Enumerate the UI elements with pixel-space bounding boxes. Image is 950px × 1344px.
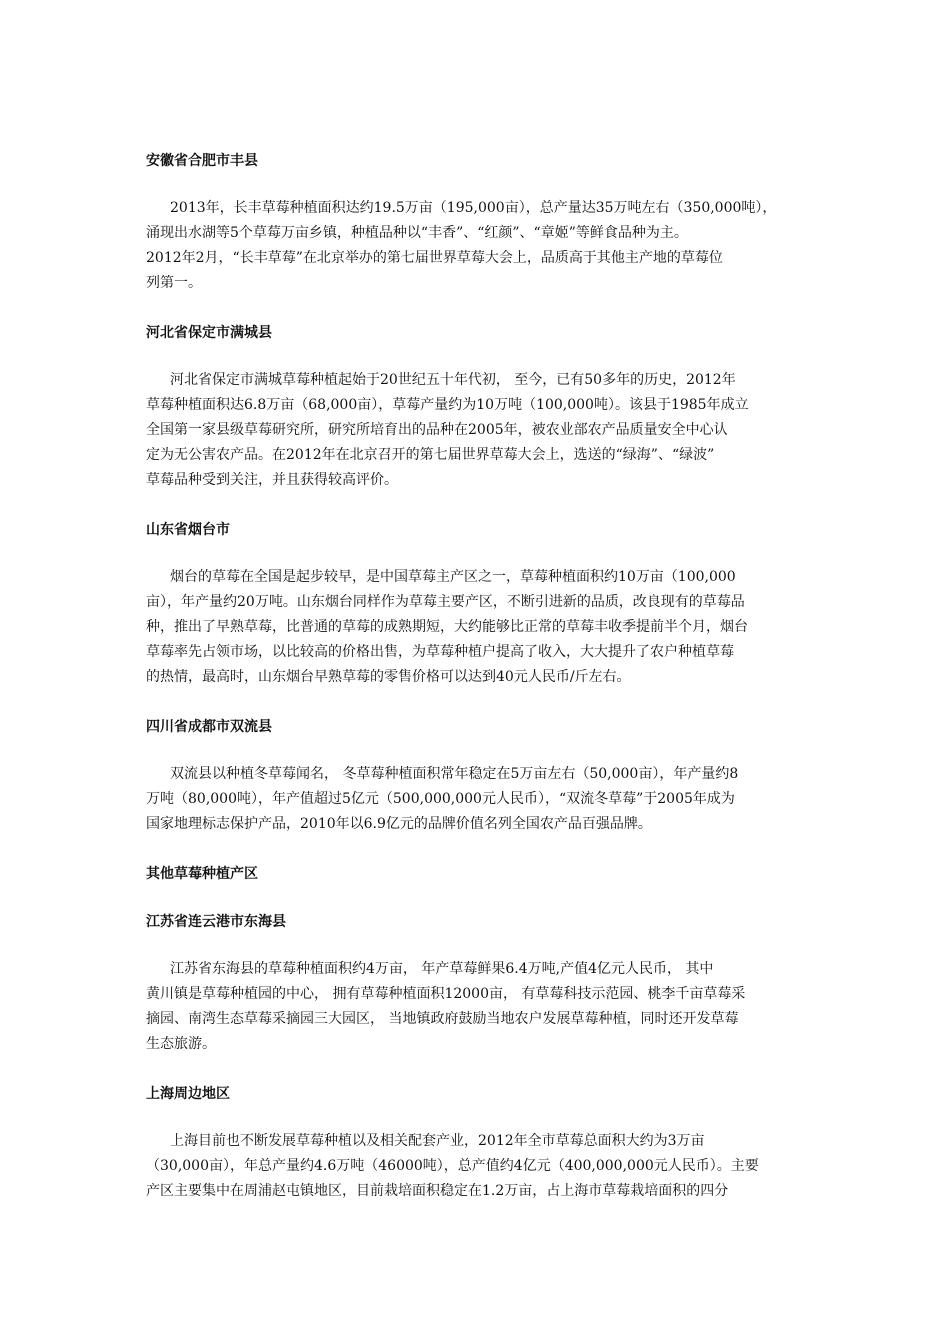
section-heading: 四川省成都市双流县 xyxy=(146,719,272,735)
text-line: 的热情，最高时，山东烟台早熟草莓的零售价格可以达到40元人民币/斤左右。 xyxy=(146,669,631,685)
text-line: 生态旅游。 xyxy=(146,1036,216,1052)
text-line: 江苏省东海县的草莓种植面积约4万亩， 年产草莓鲜果6.4万吨,产值4亿元人民币， 其中 xyxy=(170,961,714,977)
section-paragraph xyxy=(146,1129,810,1204)
section-paragraph xyxy=(146,196,810,296)
section-paragraph xyxy=(146,565,810,690)
text-line: 烟台的草莓在全国是起步较早，是中国草莓主产区之一，草莓种植面积约10万亩（100,000 xyxy=(170,569,736,585)
text-line: 种，推出了早熟草莓，比普通的草莓的成熟期短，大约能够比正常的草莓丰收季提前半个月，烟台 xyxy=(146,619,748,635)
text-line: 黄川镇是草莓种植园的中心， 拥有草莓种植面积12000亩， 有草莓科技示范园、桃李千亩草莓采 xyxy=(146,986,746,1002)
text-line: 列第一。 xyxy=(146,275,202,291)
text-line: 草莓品种受到关注，并且获得较高评价。 xyxy=(146,472,398,488)
text-line: 摘园、南湾生态草莓采摘园三大园区， 当地镇政府鼓励当地农户发展草莓种植，同时还开发草莓 xyxy=(146,1011,739,1027)
section-heading: 安徽省合肥市丰县 xyxy=(146,153,258,169)
text-line: 万吨（80,000吨），年产值超过5亿元（500,000,000元人民币），“双流冬草莓”于2005年成为 xyxy=(146,791,735,807)
document-body xyxy=(146,148,810,1204)
text-line: 2012年2月，“长丰草莓”在北京举办的第七届世界草莓大会上，品质高于其他主产地的草莓位 xyxy=(146,250,723,266)
section-heading: 其他草莓种植产区 xyxy=(146,866,258,882)
text-line: 亩），年产量约20万吨。山东烟台同样作为草莓主要产区，不断引进新的品质，改良现有的草莓品 xyxy=(146,594,745,610)
text-line: 全国第一家县级草莓研究所，研究所培育出的品种在2005年，被农业部农产品质量安全中心认 xyxy=(146,422,728,438)
text-line: 草莓种植面积达6.8万亩（68,000亩），草莓产量约为10万吨（100,000吨）。该县于1985年成立 xyxy=(146,397,749,413)
text-line: 产区主要集中在周浦赵屯镇地区，目前栽培面积稳定在1.2万亩，占上海市草莓栽培面积的四分 xyxy=(146,1183,729,1199)
section-heading: 江苏省连云港市东海县 xyxy=(146,914,286,930)
section-paragraph xyxy=(146,957,810,1057)
section-heading: 河北省保定市满城县 xyxy=(146,325,272,341)
text-line: 定为无公害农产品。在2012年在北京召开的第七届世界草莓大会上，选送的“绿海”、“绿波” xyxy=(146,447,715,463)
text-line: （30,000亩），年总产量约4.6万吨（46000吨），总产值约4亿元（400,000,000元人民币）。主要 xyxy=(146,1158,759,1174)
section-paragraph xyxy=(146,762,810,837)
section-paragraph xyxy=(146,368,810,493)
text-line: 国家地理标志保护产品，2010年以6.9亿元的品牌价值名列全国农产品百强品牌。 xyxy=(146,816,652,832)
section-heading: 山东省烟台市 xyxy=(146,522,230,538)
text-line: 草莓率先占领市场，以比较高的价格出售，为草莓种植户提高了收入，大大提升了农户种植草莓 xyxy=(146,644,734,660)
section-heading: 上海周边地区 xyxy=(146,1086,230,1102)
text-line: 上海目前也不断发展草莓种植以及相关配套产业，2012年全市草莓总面积大约为3万亩 xyxy=(170,1133,705,1149)
text-line: 河北省保定市满城草莓种植起始于20世纪五十年代初， 至今，已有50多年的历史，2012年 xyxy=(170,372,736,388)
text-line: 双流县以种植冬草莓闻名， 冬草莓种植面积常年稳定在5万亩左右（50,000亩），年产量约8 xyxy=(170,766,739,782)
text-line: 2013年，长丰草莓种植面积达约19.5万亩（195,000亩），总产量达35万吨左右（350,000吨）， xyxy=(170,200,777,216)
text-line: 涌现出水湖等5个草莓万亩乡镇，种植品种以“丰香”、“红颜”、“章姬”等鲜食品种为主。 xyxy=(146,225,688,241)
